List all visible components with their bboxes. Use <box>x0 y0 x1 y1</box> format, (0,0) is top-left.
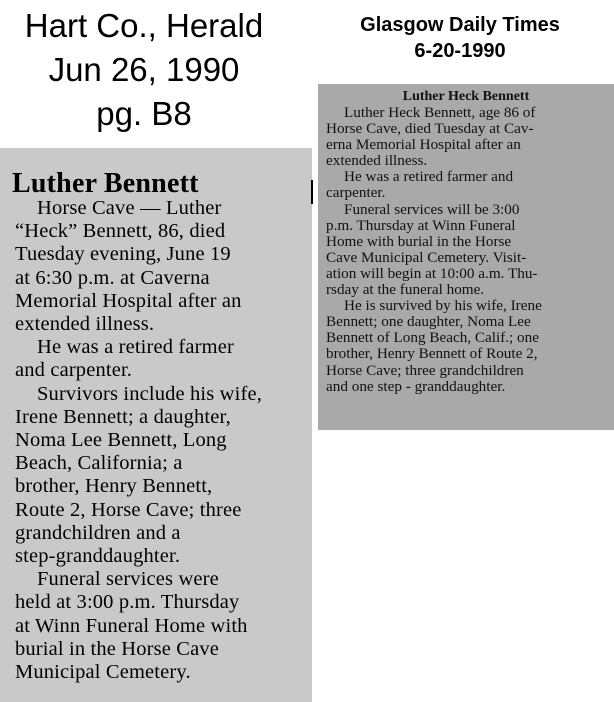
obituary-line: rsday at the funeral home. <box>326 281 485 299</box>
obituary-line: Funeral services will be 3:00 <box>344 200 520 218</box>
obituary-line: and one step - granddaughter. <box>326 377 506 395</box>
obituary-line: at Winn Funeral Home with <box>15 614 248 637</box>
obituary-line: extended illness. <box>15 313 155 336</box>
obituary-line: Survivors include his wife, <box>37 382 262 405</box>
obituary-line: brother, Henry Bennett of Route 2, <box>326 345 538 363</box>
obituary-line: held at 3:00 p.m. Thursday <box>15 591 240 614</box>
obituary-line: carpenter. <box>326 184 386 202</box>
obituary-line: brother, Henry Bennett, <box>15 475 213 498</box>
source-label-line: pg. B8 <box>96 95 192 132</box>
obituary-line: step-granddaughter. <box>15 545 181 568</box>
obituary-line: Irene Bennett; a daughter, <box>15 405 231 428</box>
source-label-line: Hart Co., Herald <box>24 7 264 44</box>
obituary-line: burial in the Horse Cave <box>15 637 219 660</box>
source-label-glasgow-daily-times <box>318 12 602 64</box>
obituary-line: Horse Cave, died Tuesday at Cav- <box>326 120 534 138</box>
obituary-line: He was a retired farmer <box>37 336 234 359</box>
obituary-body <box>15 197 312 684</box>
obituary-line: grandchildren and a <box>15 521 181 544</box>
obituary-line: Route 2, Horse Cave; three <box>15 498 242 521</box>
obituary-body <box>326 105 614 395</box>
obituary-line: Cave Municipal Cemetery. Visit- <box>326 248 527 266</box>
source-label-line: Jun 26, 1990 <box>48 51 240 88</box>
obituary-line: Horse Cave — Luther <box>37 197 222 219</box>
obituary-line: and carpenter. <box>15 359 133 382</box>
obituary-line: Funeral services were <box>37 568 219 591</box>
obituary-line: ation will begin at 10:00 a.m. Thu- <box>326 264 538 282</box>
scan-mark <box>311 180 313 204</box>
obituary-clipping-herald <box>0 148 312 702</box>
obituary-line: extended illness. <box>326 152 428 170</box>
obituary-line: Luther Heck Bennett, age 86 of <box>344 104 536 121</box>
obituary-line: erna Memorial Hospital after an <box>326 136 521 154</box>
obituary-title: Luther Heck Bennett <box>402 89 530 104</box>
obituary-line: Memorial Hospital after an <box>15 289 242 312</box>
obituary-line: He is survived by his wife, Irene <box>344 297 542 315</box>
obituary-line: Bennett of Long Beach, Calif.; one <box>326 329 539 347</box>
obituary-line: He was a retired farmer and <box>344 168 514 186</box>
obituary-line: Noma Lee Bennett, Long <box>15 429 227 452</box>
obituary-line: at 6:30 p.m. at Caverna <box>15 266 210 289</box>
obituary-line: Bennett; one daughter, Noma Lee <box>326 313 531 331</box>
obituary-clipping-glasgow <box>318 84 614 430</box>
obituary-line: “Heck” Bennett, 86, died <box>15 220 226 243</box>
source-label-hart-county-herald <box>0 4 288 136</box>
source-label-line: Glasgow Daily Times <box>360 14 560 36</box>
obituary-line: Beach, California; a <box>15 452 183 475</box>
obituary-line: Tuesday evening, June 19 <box>15 243 231 266</box>
obituary-line: Municipal Cemetery. <box>15 661 191 684</box>
source-label-line: 6-20-1990 <box>414 40 506 62</box>
obituary-title: Luther Bennett <box>12 168 199 199</box>
obituary-line: Horse Cave; three grandchildren <box>326 361 524 379</box>
obituary-line: Home with burial in the Horse <box>326 232 512 250</box>
obituary-line: p.m. Thursday at Winn Funeral <box>326 216 516 234</box>
